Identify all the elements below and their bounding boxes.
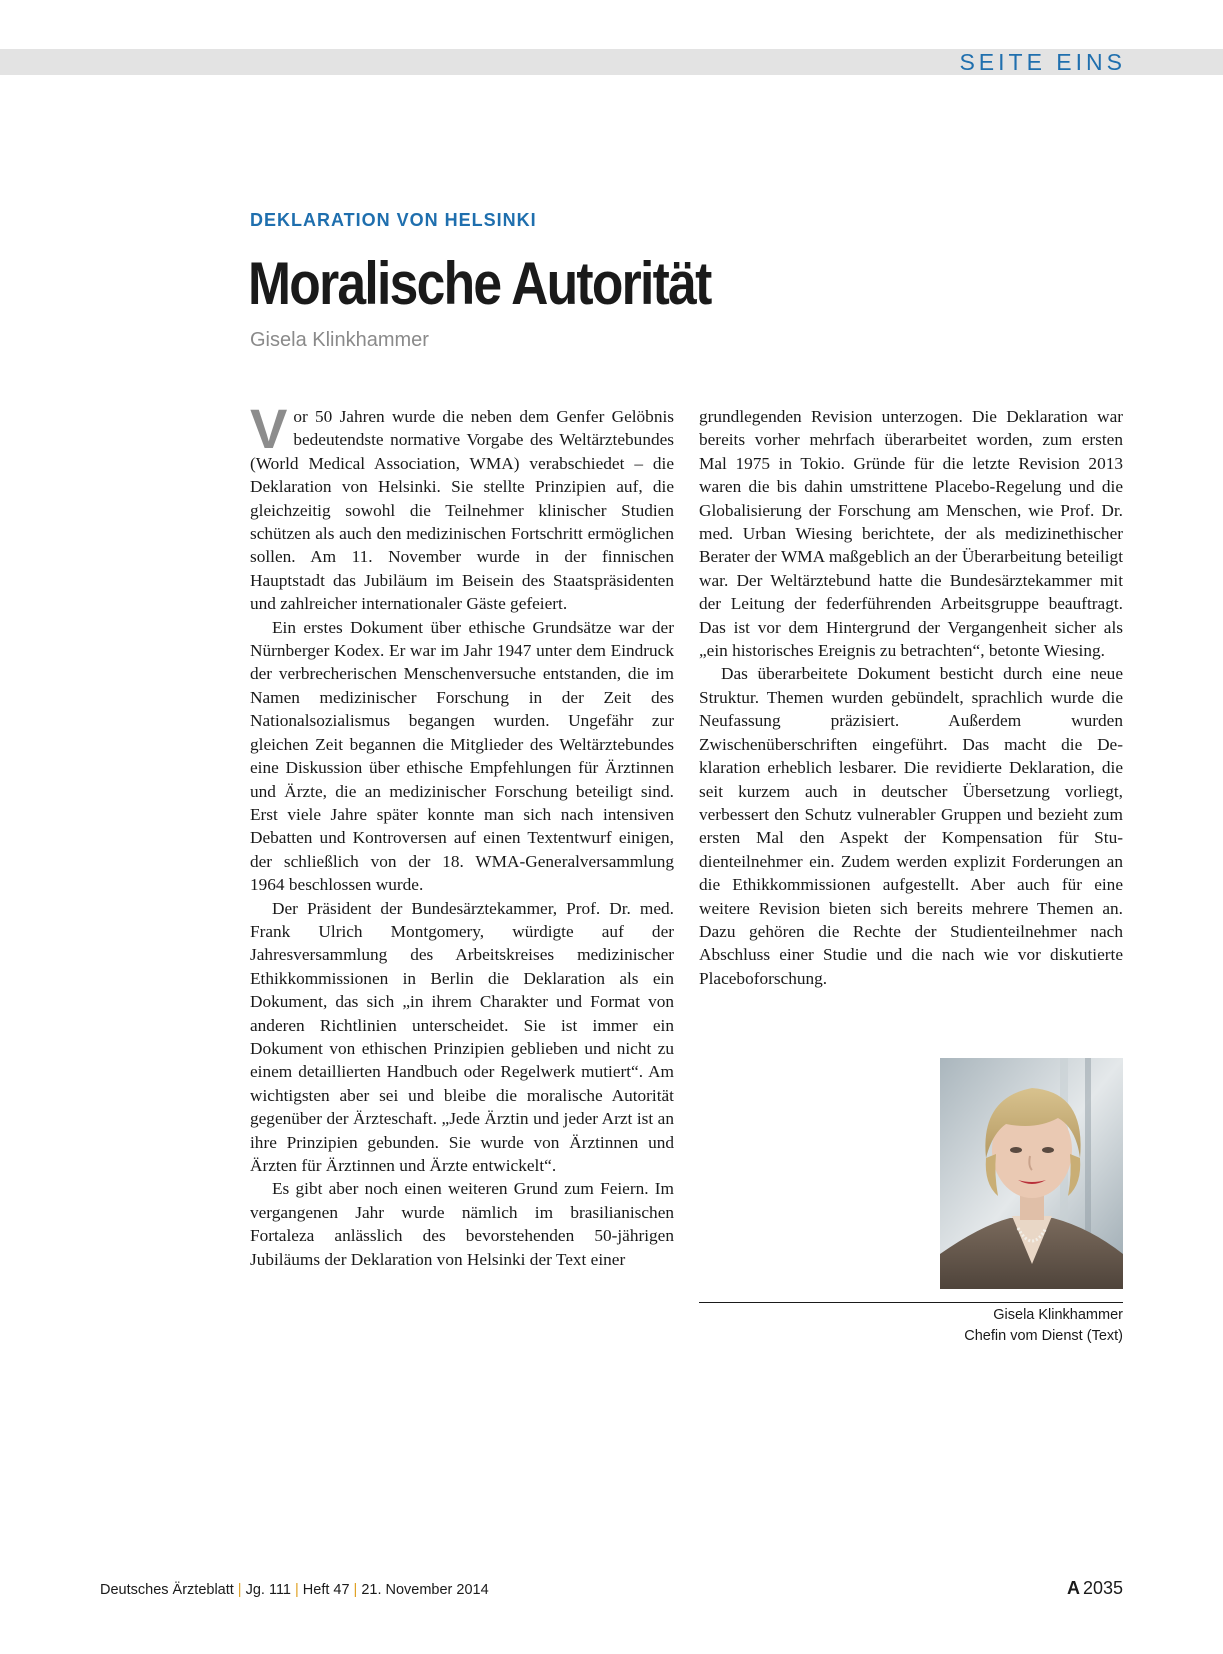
footer-volume: Jg. 111 <box>245 1582 291 1598</box>
article-paragraph: Das überarbeitete Dokument besticht durch eine neue Struktur. Themen wurden gebündelt, sprachlich wurde die Neufassung präzisiert. Außerdem wurden Zwischenüberschriften eingeführt. Das macht die Deklaration erheblich lesbarer. Die revidierte Deklaration, die seit kurzem auch in deutscher Übersetzung vorliegt, verbessert den Schutz vulnerabler Gruppen und bezieht zum ersten Mal den Aspekt der Kompensation für Studienteilnehmer ein. Zudem werden explizit Forderungen an die Ethikkommissionen aufgestellt. Aber auch für eine weitere Revision bieten sich bereits mehrere Themen an. Dazu gehören die Rechte der Studienteilnehmer nach Abschluss einer Studie und die nach wie vor diskutierte Placeboforschung. <box>699 664 1123 988</box>
caption-rule <box>699 1302 1123 1303</box>
article-paragraph <box>250 397 674 616</box>
article-paragraph: grundlegenden Revision unterzogen. Die Deklaration war bereits vorher mehrfach überarbeitet worden, zum ersten Mal 1975 in Tokio. Gründe für die letzte Revision 2013 waren die bis dahin umstrittene Placebo-Regelung und die Globalisierung der Forschung am Menschen, wie Prof. Dr. med. Urban Wiesing berichtete, der als medizinethischer Berater der WMA maßgeblich an der Überarbeitung beteiligt war. Der Weltärztebund hatte die Bundesärztekammer mit der Leitung der federführenden Arbeitsgruppe beauftragt. Das ist vor dem Hintergrund der Vergangenheit sicher als „ein historisches Ereignis zu betrachten“, betonte Wiesing. <box>699 407 1123 661</box>
footer-date: 21. November 2014 <box>361 1582 489 1598</box>
article-title: Moralische Autorität <box>248 250 711 317</box>
footer-separator: | <box>353 1582 358 1598</box>
paragraph-text: or 50 Jahren wurde die neben dem Genfer Gelöbnis bedeutendste normative Vorgabe des Weltärztebundes (World Medical Association, WMA) verabschiedet – die Deklaration von Helsinki. Sie stellte Prinzipien auf, die gleichzeitig sowohl die Teilnehmer klinischer Studien schützen als auch den medizinischen Fortschritt ermöglichen sollen. Am 11. November wurde in der finnischen Hauptstadt das Jubiläum im Beisein des Staatspräsidenten und zahlreicher internationaler Gäste gefeiert. <box>250 407 674 614</box>
footer-citation <box>100 1582 489 1598</box>
footer-issue: Heft 47 <box>302 1582 350 1598</box>
drop-cap: V <box>250 397 288 460</box>
article-paragraph: Ein erstes Dokument über ethische Grundsätze war der Nürnberger Kodex. Er war im Jahr 1947 unter dem Eindruck der verbrecherischen Menschenversuche entstanden, die im Namen medizinischer Forschung in der Zeit des Nationalsozialismus begangen wurden. Ungefähr zur gleichen Zeit begannen die Mitglieder des Weltärztebundes eine Diskussion über ethische Empfehlungen für Ärztinnen und Ärzte, die an medizinischer Forschung beteiligt sind. Erst viele Jahre später konnte man sich nach intensiven Debatten und Kontroversen auf einen Textentwurf einigen, der schließlich von der 18. WMA-Generalversammlung 1964 beschlossen wurde. <box>250 617 674 895</box>
section-label: SEITE EINS <box>959 49 1126 75</box>
portrait-image <box>940 1058 1123 1289</box>
footer-separator: | <box>237 1582 242 1598</box>
page-number-value: 2035 <box>1082 1578 1123 1598</box>
footer-publication: Deutsches Ärzteblatt <box>100 1582 234 1598</box>
article-paragraph: Der Präsident der Bundesärztekammer, Prof. Dr. med. Frank Ulrich Montgomery, würdigte auf der Jahresversammlung des Arbeitskreises medizinischer Ethikkommissionen in Berlin die Deklaration als ein Dokument, das sich „in ihrem Charakter und Format von anderen Richtlinien unterscheidet. Sie ist immer ein Dokument von ethischen Prinzipien geblieben und nicht zu einem detaillierten Handbuch oder Regelwerk mutiert“. Am wichtigsten aber sei und bleibe die moralische Autorität gegenüber der Ärzteschaft. „Jede Ärztin und jeder Arzt ist an ihre Prinzipien gebunden. Sie wurde von Ärztinnen und Ärzten für Ärztinnen und Ärzte entwickelt“. <box>250 898 674 1175</box>
article-column-right <box>699 405 1123 990</box>
article-paragraph: Es gibt aber noch einen weiteren Grund zum Feiern. Im vergangenen Jahr wurde nämlich im brasilianischen Fortaleza anlässlich des bevorstehenden 50-jährigen Jubiläums der Deklaration von Helsinki der Text einer <box>250 1179 674 1269</box>
caption-role: Chefin vom Dienst (Text) <box>964 1328 1123 1344</box>
article-author: Gisela Klinkhammer <box>250 329 429 351</box>
article-column-left <box>250 397 674 1271</box>
page-number <box>1067 1578 1123 1599</box>
portrait-caption <box>964 1305 1123 1347</box>
caption-name: Gisela Klinkhammer <box>993 1307 1123 1323</box>
article-kicker: DEKLARATION VON HELSINKI <box>250 210 537 230</box>
footer-separator: | <box>295 1582 299 1598</box>
author-portrait <box>940 1058 1123 1289</box>
page-letter: A <box>1066 1578 1080 1598</box>
